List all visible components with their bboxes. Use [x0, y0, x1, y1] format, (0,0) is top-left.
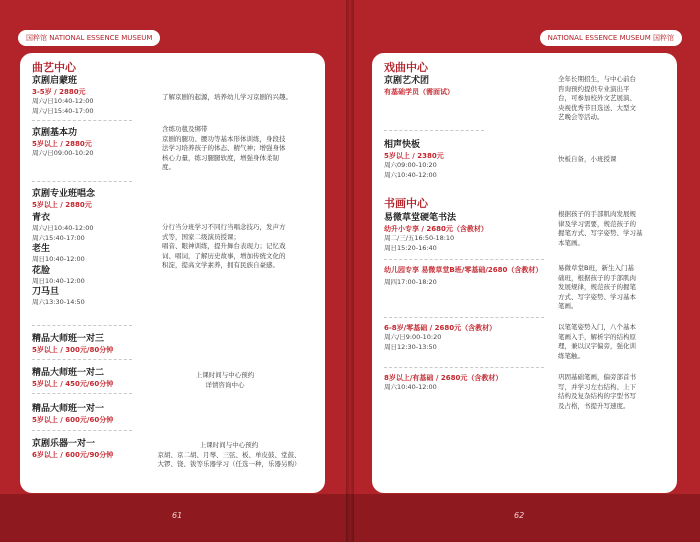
master-desc: [170, 371, 280, 390]
course-desc: [162, 223, 317, 271]
course-name: 京剧启蒙班: [32, 76, 78, 86]
desc-line: 础班，根据孩子的手部肌肉: [558, 273, 636, 282]
right-page: [350, 0, 700, 542]
course-name: 精品大师班一对一: [32, 404, 105, 414]
course-desc: [558, 373, 670, 411]
desc-line: 上课时间与中心预约: [199, 441, 259, 449]
course-sub: 6岁以上 / 600元/90分钟: [32, 451, 114, 459]
divider: [384, 130, 484, 131]
course-6to8: [384, 323, 496, 352]
course-name: 相声快板: [384, 140, 421, 150]
desc-line: 易微草堂B班，新生入门基: [558, 264, 634, 272]
desc-line: 练笔触。: [558, 351, 584, 360]
header-right: NATIONAL ESSENCE MUSEUM 国粹馆: [540, 30, 682, 46]
course-sub: 幼升小专享 / 2680元（含教材）: [384, 225, 488, 233]
course-time: 周六13:30-14:50: [32, 298, 85, 306]
desc-line: 大锣、铙、钹等乐器学习（任选一种，乐器另购）: [157, 460, 301, 468]
course-sub: 5岁以上 / 2380元: [384, 152, 444, 160]
course-time: 周六15:40-17:00: [32, 233, 85, 242]
course-time: 周六/日10:40-12:00: [32, 224, 94, 232]
desc-line: 以笔笔姿势入门，八个基本: [558, 323, 636, 331]
desc-line: 词、唱词，了解历史故事，增加传统文化的: [162, 251, 286, 260]
course-time: 周六/日15:40-17:00: [32, 106, 94, 115]
desc-line: 发展规律，规范孩子的握笔: [558, 283, 636, 291]
course-jiben: [32, 127, 94, 159]
course-desc: 快板自备，小班授课: [558, 155, 617, 163]
divider: [384, 259, 544, 260]
course-time: 周六/日09:00-10:20: [32, 149, 94, 157]
section-title: 戏曲中心: [384, 61, 428, 74]
desc-line: 根据孩子的手部肌肉发展规: [558, 210, 636, 218]
desc-line: 笔画。: [558, 302, 578, 310]
course-qimeng: [32, 75, 94, 116]
course-sub: 6-8岁/零基础 / 2680元（含教材）: [384, 324, 497, 332]
course-troupe: [384, 75, 454, 97]
desc-line: 笔画入手，解析字的结构原: [558, 332, 636, 341]
role-name: 花脸: [32, 265, 51, 276]
section-title: 书画中心: [384, 197, 428, 210]
course-master-1v1: [32, 403, 113, 425]
course-desc: [162, 125, 317, 173]
divider: [32, 359, 132, 360]
course-time: 周六09:00-10:20: [384, 161, 437, 169]
desc-line: 度。: [162, 163, 175, 171]
desc-line: 台，可参加校外文艺展演、: [558, 94, 636, 102]
course-name: 京剧基本功: [32, 128, 78, 138]
desc-line: 法学习培养孩子的体态、精气神；增强身体: [162, 144, 286, 152]
course-time: 周六/日10:40-12:00: [32, 97, 94, 105]
desc-line: 咨询预约提供专业演出平: [558, 84, 630, 93]
course-sub: 3-5岁 / 2880元: [32, 88, 86, 96]
desc-line: 积淀，提高文学素养，拥有民族自豪感。: [162, 261, 279, 269]
divider: [384, 317, 544, 318]
course-master-1v3: [32, 333, 113, 355]
desc-line: 详情咨询中心: [205, 380, 245, 389]
course-time: 周四17:00-18:20: [384, 278, 437, 286]
divider: [32, 325, 132, 326]
course-sub: 5岁以上 / 2880元: [32, 140, 92, 148]
desc-line: 写，并学习左右结构、上下: [558, 382, 636, 391]
course-name: 易微草堂硬笔书法: [384, 213, 457, 223]
desc-line: 艺晚会等活动。: [558, 113, 604, 121]
course-desc: [558, 210, 670, 248]
page-number: 62: [514, 511, 525, 520]
desc-line: 央视优秀节目选送、大型文: [558, 103, 636, 112]
course-name: 京剧专业班唱念: [32, 189, 96, 199]
course-time: 周六/日9:00-10:20: [384, 333, 442, 341]
course-time: 周日10:40-12:00: [32, 276, 85, 285]
role-name: 老生: [32, 244, 51, 254]
course-sub: 有基础学员（需面试）: [384, 88, 454, 96]
page-number: 61: [172, 511, 183, 520]
book-gutter: [346, 0, 354, 542]
course-time: 周日15:20-16:40: [384, 243, 437, 252]
role-name: 青衣: [32, 213, 51, 223]
course-sub: 8岁以上/有基础 / 2680元（含教材）: [384, 374, 503, 382]
header-left: 国粹馆 NATIONAL ESSENCE MUSEUM: [18, 30, 160, 46]
desc-line: 全年长期招生，与中心前台: [558, 75, 636, 83]
course-name: 精品大师班一对二: [32, 368, 105, 378]
course-sub: 5岁以上 / 2880元: [32, 201, 92, 209]
footer-band: [350, 494, 700, 542]
course-instrument: [32, 438, 113, 460]
desc-line: 结构及复杂结构的字型书写: [558, 392, 636, 400]
divider: [32, 181, 132, 182]
course-name: 精品大师班一对三: [32, 334, 105, 344]
desc-line: 律及学习需要，规范孩子的: [558, 219, 636, 228]
desc-line: 核心力量，练习腿腿软度，增强身体柔韧: [162, 153, 279, 162]
desc-line: 式等，国家二级演员授课；: [162, 232, 240, 241]
desc-line: 本笔画。: [558, 238, 584, 247]
course-time: 周日12:30-13:50: [384, 342, 437, 351]
desc-line: 唱音、眼神训练，提升舞台表现力；记忆戏: [162, 242, 286, 250]
desc-line: 理，兼以汉字偏旁，强化训: [558, 342, 636, 350]
course-desc: [558, 323, 670, 361]
role-name: 刀马旦: [32, 287, 60, 297]
course-desc: 了解京剧的起源，培养幼儿学习京剧的兴趣。: [162, 93, 292, 101]
course-sub: 5岁以上 / 600元/60分钟: [32, 416, 114, 424]
desc-line: 握笔方式、写字姿势、学习基: [558, 229, 643, 237]
course-xiangsheng: [384, 139, 444, 180]
course-master-1v2: [32, 367, 113, 389]
course-sub: 幼儿园专享 易微草堂B班/零基础/2680（含教材）: [384, 266, 543, 274]
course-youer: [384, 265, 554, 288]
desc-line: 京胡、京二胡、月琴、三弦、板、单皮鼓、堂鼓、: [157, 450, 301, 459]
course-sub: 5岁以上 / 450元/60分钟: [32, 380, 114, 388]
course-time: 周六10:40-12:00: [384, 383, 437, 391]
left-card: [20, 53, 325, 493]
divider: [384, 367, 544, 368]
desc-line: 京剧的腿功、腰功等基本形体训练，身段技: [162, 134, 286, 143]
section-title: 曲艺中心: [32, 61, 76, 74]
divider: [32, 393, 132, 394]
right-card: [372, 53, 677, 493]
course-time: 周二/三/五16:50-18:10: [384, 234, 455, 242]
divider: [32, 120, 132, 121]
course-8plus: [384, 373, 502, 393]
course-desc: [558, 75, 670, 123]
course-name: 京剧艺术团: [384, 76, 430, 86]
desc-line: 及占格，书提升写速度。: [558, 401, 630, 410]
course-desc: [558, 264, 670, 312]
desc-line: 分行当分班学习不同行当唱念技巧，发声方: [162, 223, 286, 231]
desc-line: 巩固基础笔画，偏旁部首书: [558, 373, 636, 381]
desc-line: 上课时间与中心预约: [195, 371, 255, 379]
course-shufa: [384, 212, 488, 253]
divider: [32, 430, 132, 431]
desc-line: 含练功毯及绑带: [162, 125, 208, 133]
desc-line: 方式、写字姿势、学习基本: [558, 292, 636, 301]
course-name: 京剧乐器一对一: [32, 439, 96, 449]
course-desc: [138, 441, 320, 470]
course-time: 周日10:40-12:00: [32, 255, 85, 263]
course-sub: 5岁以上 / 300元/80分钟: [32, 346, 114, 354]
course-time: 周六10:40-12:00: [384, 170, 437, 179]
course-zhuanye: [32, 188, 95, 308]
